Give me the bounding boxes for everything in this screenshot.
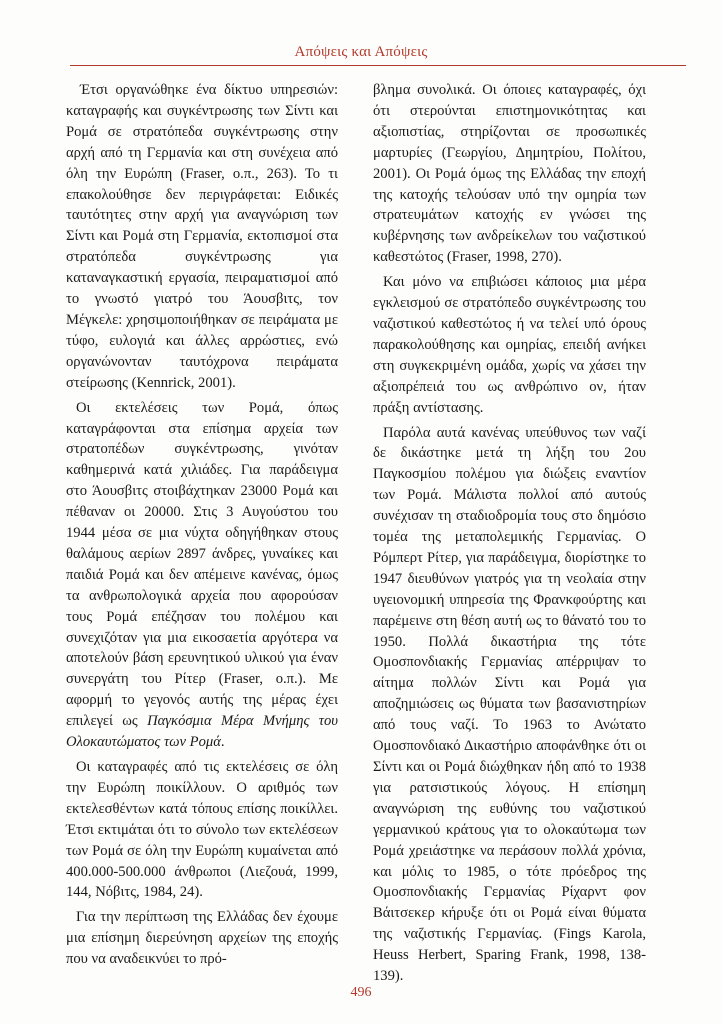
right-paragraph-2: Και μόνο να επιβιώσει κάποιος μια μέρα εγκλεισμού σε στρατόπεδο συγκέντρωσης του ναζιστικού καθεστώτος ή να τελεί υπό όρους παρακολούθησης και ομηρίας, επειδή ανήκει στη συγκεκριμένη ομάδα, χωρίς να χάσει την αξιοπρέπειά του ως ανθρώπινο ον, ήταν πράξη αντίστασης. bbox=[373, 274, 646, 416]
right-column bbox=[373, 80, 646, 991]
left-paragraph-3: Οι καταγραφές από τις εκτελέσεις σε όλη την Ευρώπη ποικίλλουν. Ο αριθμός των εκτελεσθέντων κατά τόπους επίσης ποικίλλει. Έτσι εκτιμάται ότι το σύνολο των εκτελέσεων των Ρομά σε όλη την Ευρώπη κυμαίνεται από 400.000-500.000 άνθρωποι (Λιεζουά, 1999, 144, Νόβιτς, 1984, 24). bbox=[66, 759, 338, 901]
left-column bbox=[66, 80, 338, 974]
left-paragraph-4: Για την περίπτωση της Ελλάδας δεν έχουμε μια επίσημη διερεύνηση αρχείων της εποχής που να αναδεικνύει το πρό- bbox=[66, 909, 338, 968]
left-paragraph-2 bbox=[66, 398, 338, 753]
running-header: Απόψεις και Απόψεις bbox=[294, 44, 428, 60]
right-paragraph-1: βλημα συνολικά. Οι όποιες καταγραφές, όχι ότι στερούνται επιστημονικότητας και αξιοπιστίας, στηρίζονται σε προσωπικές μαρτυρίες (Γεωργίου, Δημητρίου, Πολίτου, 2001). Οι Ρομά όμως της Ελλάδας την εποχή της κατοχής τελούσαν υπό την ομηρία των στρατευμάτων κατοχής εν γνώσει της κυβέρνησης των ανδρείκελων του ναζιστικού καθεστώτος (Fraser, 1998, 270). bbox=[373, 82, 646, 266]
left-paragraph-1: Έτσι οργανώθηκε ένα δίκτυο υπηρεσιών: καταγραφής και συγκέντρωσης των Σίντι και Ρομά σε στρατόπεδα συγκέντρωσης στην αρχή από τη Γερμανία και στη συνέχεια από όλη την Ευρώπη (Fraser, ο.π., 263). Το τι επακολούθησε δεν περιγράφεται: Ειδικές ταυτότητες στην αρχή για αναγνώριση των Σίντι και Ρομά στη Γερμανία, εκτοπισμοί στα στρατόπεδα συγκέντρωσης για καταναγκαστική εργασία, πειραματισμοί από το γνωστό γιατρό του Άουσβιτς, τον Μέγκελε: χρησιμοποιήθηκαν σε πειράματα με τύφο, ευλογιά και άλλες αρρώστιες, ενώ οργανώνονταν ταυτόχρονα πειράματα στείρωσης (Kennrick, 2001). bbox=[66, 82, 338, 391]
left-paragraph-2-end: . bbox=[220, 734, 225, 751]
header-rule bbox=[70, 65, 686, 66]
page-number: 496 bbox=[350, 985, 372, 1000]
memorial-day-italic: Παγκόσμια Μέρα Μνήμης του Ολοκαυτώματος των Ρομά bbox=[66, 713, 339, 751]
left-paragraph-2-text: Οι εκτελέσεις των Ρομά, όπως καταγράφονται στα επίσημα αρχεία των στρατοπέδων συγκέντρωσης, γινόταν καθημερινά κατά χιλιάδες. Για παράδειγμα στο Άουσβιτς στοιβάχτηκαν 23000 Ρομά και πέθαναν οι 20000. Στις 3 Αυγούστου του 1944 μέσα σε μια νύχτα οδηγήθηκαν στους θαλάμους αερίων 2897 άνδρες, γυναίκες και παιδιά Ρομά και δεν απέμεινε κανένας, όμως τα ανθρωπολογικά αρχεία που αφορούσαν τους Ρομά επέζησαν του πολέμου και συνεχιζόταν για μια εικοσαετία αργότερα να αποτελούν βάση ερευνητικού υλικού για έναν συνεργάτη του Ρίτερ (Fraser, ο.π.). Με αφορμή το γεγονός αυτής της μέρας έχει επιλεγεί ως bbox=[66, 399, 338, 730]
right-paragraph-3: Παρόλα αυτά κανένας υπεύθυνος των ναζί δε δικάστηκε μετά τη λήξη του 2ου Παγκοσμίου πολέμου για διώξεις εναντίον των Ρομά. Μάλιστα πολλοί από αυτούς συνέχισαν τη σταδιοδρομία τους στο δημόσιο τομέα της μεταπολεμικής Γερμανίας. Ο Ρόμπερτ Ρίτερ, για παράδειγμα, διορίστηκε το 1947 διευθύνων γιατρός για τη νεολαία στην υγειονομική υπηρεσία της Φρανκφούρτης και παρέμεινε στη θέση αυτή ως το θάνατό του το 1950. Πολλά δικαστήρια της τότε Ομοσπονδιακής Γερμανίας απέρριψαν το αίτημα πολλών Σίντι και Ρομά για αποζημιώσεις ως θύματα των βασανιστηρίων από τους ναζί. Το 1963 το Ανώτατο Ομοσπονδιακό Δικαστήριο αποφάνθηκε ότι οι Σίντι και οι Ρομά διώχθηκαν ήδη από το 1938 για ρατσιστικούς λόγους. Η επίσημη αναγνώριση της ευθύνης του ναζιστικού γερμανικού κράτους για το ολοκαύτωμα των Ρομά χρειάστηκε να περάσουν πολλά χρόνια, και μόλις το 1985, ο τότε πρόεδρος της Ομοσπονδιακής Γερμανίας Ρίχαρντ φον Βάιτσεκερ κήρυξε ότι οι Ρομά είναι θύματα της ναζιστικής Γερμανίας. (Fings Karola, Heuss Herbert, Sparing Frank, 1998, 138-139). bbox=[373, 424, 646, 985]
